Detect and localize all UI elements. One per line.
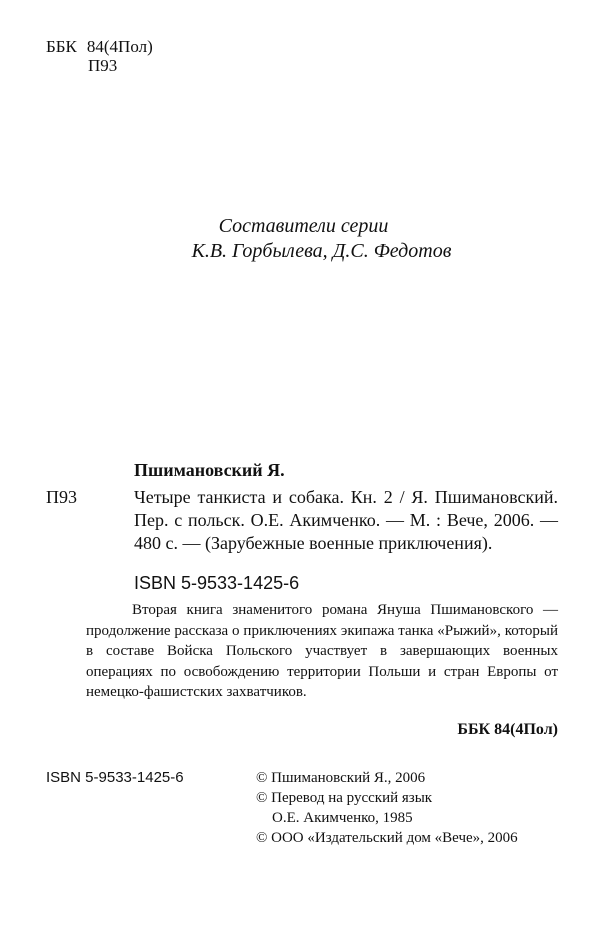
copyright-publisher: © ООО «Издательский дом «Вече», 2006 [256, 830, 518, 846]
bbk-label: ББК [46, 37, 77, 56]
compilers-names: К.В. Горбылева, Д.С. Федотов [191, 240, 452, 262]
bbk-code: 84(4Пол) [86, 37, 153, 56]
copyright-translator: О.Е. Акимченко, 1985 [272, 810, 413, 826]
bbk-classification-block [46, 37, 153, 75]
copyright-block [256, 768, 518, 848]
author-code: П93 [88, 56, 118, 75]
annotation-paragraph: Вторая книга знаменитого романа Януша Пшимановского — продолжение рассказа о приключениях экипажа танка «Рыжий», который в составе Войска Польского участвует в завершающих военных операциях по освобождению территории Польши и стран Европы от немецко-фашистских захватчиков. [86, 602, 558, 700]
isbn-bottom: ISBN 5-9533-1425-6 [46, 769, 184, 786]
bibliographic-description: Четыре танкиста и собака. Кн. 2 / Я. Пшимановский. Пер. с польск. О.Е. Акимченко. — М. : Вече, 2006. — 480 с. — (Зарубежные военные приключения). [134, 487, 558, 553]
entry-author-code: П93 [46, 487, 77, 507]
copyright-translation: © Перевод на русский язык [256, 790, 433, 806]
compilers-title: Составители серии [218, 215, 389, 237]
series-compilers [0, 214, 607, 264]
bbk-bottom-code: ББК 84(4Пол) [457, 721, 558, 738]
entry-author: Пшимановский Я. [134, 460, 285, 480]
entry-isbn: ISBN 5-9533-1425-6 [134, 573, 300, 593]
copyright-author: © Пшимановский Я., 2006 [256, 770, 426, 786]
